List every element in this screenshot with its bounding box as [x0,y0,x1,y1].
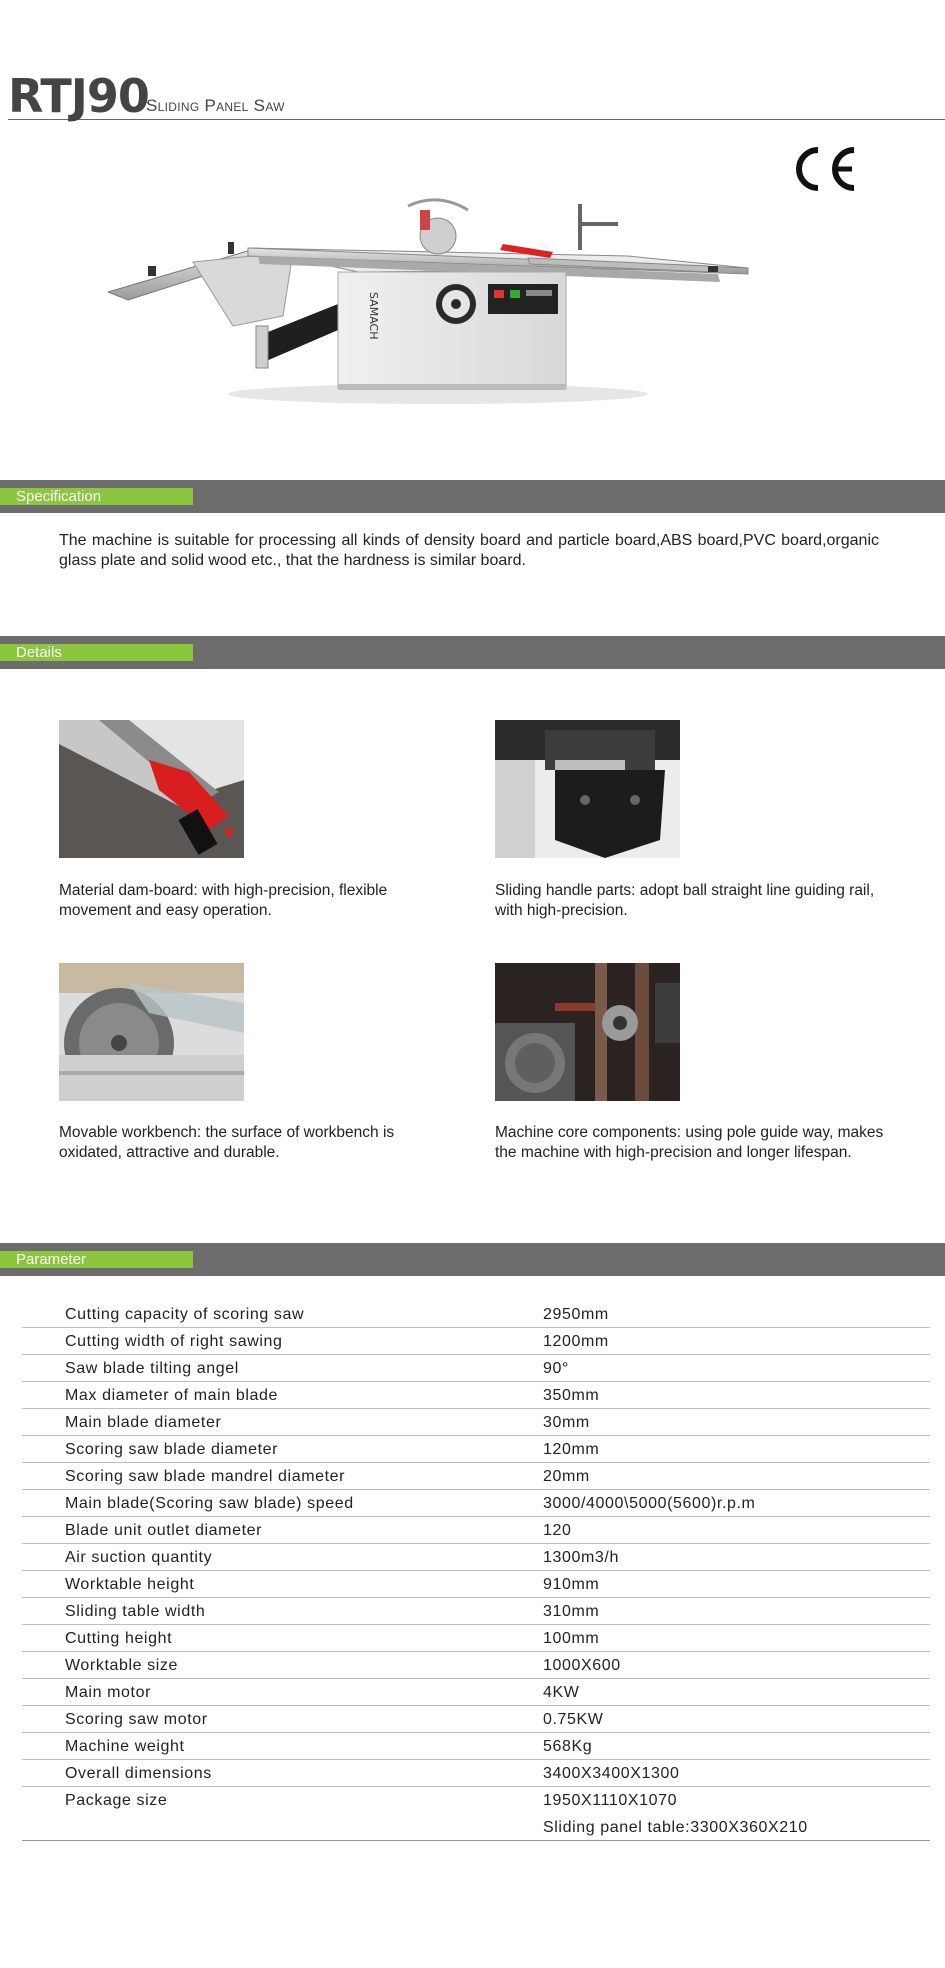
param-value: 20mm [543,1468,590,1485]
param-name: Package size [65,1792,168,1809]
table-row [22,1436,930,1463]
param-name: Scoring saw motor [65,1711,208,1728]
table-row [22,1652,930,1679]
param-value: 90° [543,1360,569,1377]
param-name: Scoring saw blade diameter [65,1441,279,1458]
table-row [22,1463,930,1490]
table-row [22,1301,930,1328]
param-name: Worktable height [65,1576,195,1593]
model-title: RTJ90 [8,69,149,123]
detail-photo-workbench [59,963,244,1101]
param-value: 350mm [543,1387,600,1404]
detail-photo-sliding-handle [495,720,680,858]
table-row [22,1787,930,1814]
param-value: 120 [543,1522,572,1539]
param-value: 3400X3400X1300 [543,1765,680,1782]
parameter-table [22,1301,930,1841]
param-value: 910mm [543,1576,600,1593]
param-value: Sliding panel table:3300X360X210 [543,1819,808,1836]
table-row [22,1544,930,1571]
table-row [22,1625,930,1652]
param-name: Main motor [65,1684,152,1701]
details-section-title: Details [0,644,193,661]
table-row [22,1760,930,1787]
details-section-bar [0,636,945,669]
table-row [22,1679,930,1706]
param-value: 100mm [543,1630,600,1647]
table-row [22,1814,930,1841]
specification-text: The machine is suitable for processing all kinds of density board and particle board,ABS board,PVC board,organic glass plate and solid wood etc., that the hardness is similar board. [59,532,879,569]
param-name: Max diameter of main blade [65,1387,279,1404]
page-header [8,68,945,123]
param-name: Overall dimensions [65,1765,212,1782]
param-value: 30mm [543,1414,590,1431]
param-name: Air suction quantity [65,1549,213,1566]
param-name: Worktable size [65,1657,179,1674]
param-value: 120mm [543,1441,600,1458]
param-value: 3000/4000\5000(5600)r.p.m [543,1495,756,1512]
table-row [22,1328,930,1355]
table-row [22,1571,930,1598]
param-value: 1950X1110X1070 [543,1792,678,1809]
machine-brand-text: SAMACH [367,292,380,340]
param-value: 1200mm [543,1333,609,1350]
param-value: 0.75KW [543,1711,604,1728]
table-row [22,1706,930,1733]
ce-mark-logo [788,142,864,196]
parameter-section-title: Parameter [0,1251,193,1268]
table-row [22,1733,930,1760]
param-name: Main blade(Scoring saw blade) speed [65,1495,354,1512]
detail-caption-2: Sliding handle parts: adopt ball straight line guiding rail, with high-precision. [495,882,875,919]
specification-section-bar [0,480,945,513]
table-row [22,1490,930,1517]
detail-caption-4: Machine core components: using pole guide way, makes the machine with high-precision and longer lifespan. [495,1124,884,1161]
detail-photo-core-components [495,963,680,1101]
param-name: Cutting width of right sawing [65,1333,283,1350]
parameter-section-bar [0,1243,945,1276]
detail-caption-3: Movable workbench: the surface of workbench is oxidated, attractive and durable. [59,1124,395,1161]
table-row [22,1355,930,1382]
param-value: 310mm [543,1603,600,1620]
table-row [22,1598,930,1625]
panel-saw-image [108,196,758,406]
param-value: 1300m3/h [543,1549,619,1566]
param-name: Machine weight [65,1738,185,1755]
param-value: 1000X600 [543,1657,621,1674]
param-name: Cutting height [65,1630,173,1647]
param-name: Blade unit outlet diameter [65,1522,263,1539]
param-value: 568Kg [543,1738,593,1755]
param-name: Cutting capacity of scoring saw [65,1306,305,1323]
table-row [22,1517,930,1544]
param-value: 4KW [543,1684,580,1701]
param-value: 2950mm [543,1306,609,1323]
param-name: Main blade diameter [65,1414,222,1431]
table-row [22,1382,930,1409]
param-name: Sliding table width [65,1603,206,1620]
detail-photo-dam-board [59,720,244,858]
param-name: Saw blade tilting angel [65,1360,239,1377]
detail-caption-1: Material dam-board: with high-precision, flexible movement and easy operation. [59,882,388,919]
specification-section-title: Specification [0,488,193,505]
table-row [22,1409,930,1436]
param-name: Scoring saw blade mandrel diameter [65,1468,346,1485]
model-subtitle: Sliding Panel Saw [146,96,285,115]
